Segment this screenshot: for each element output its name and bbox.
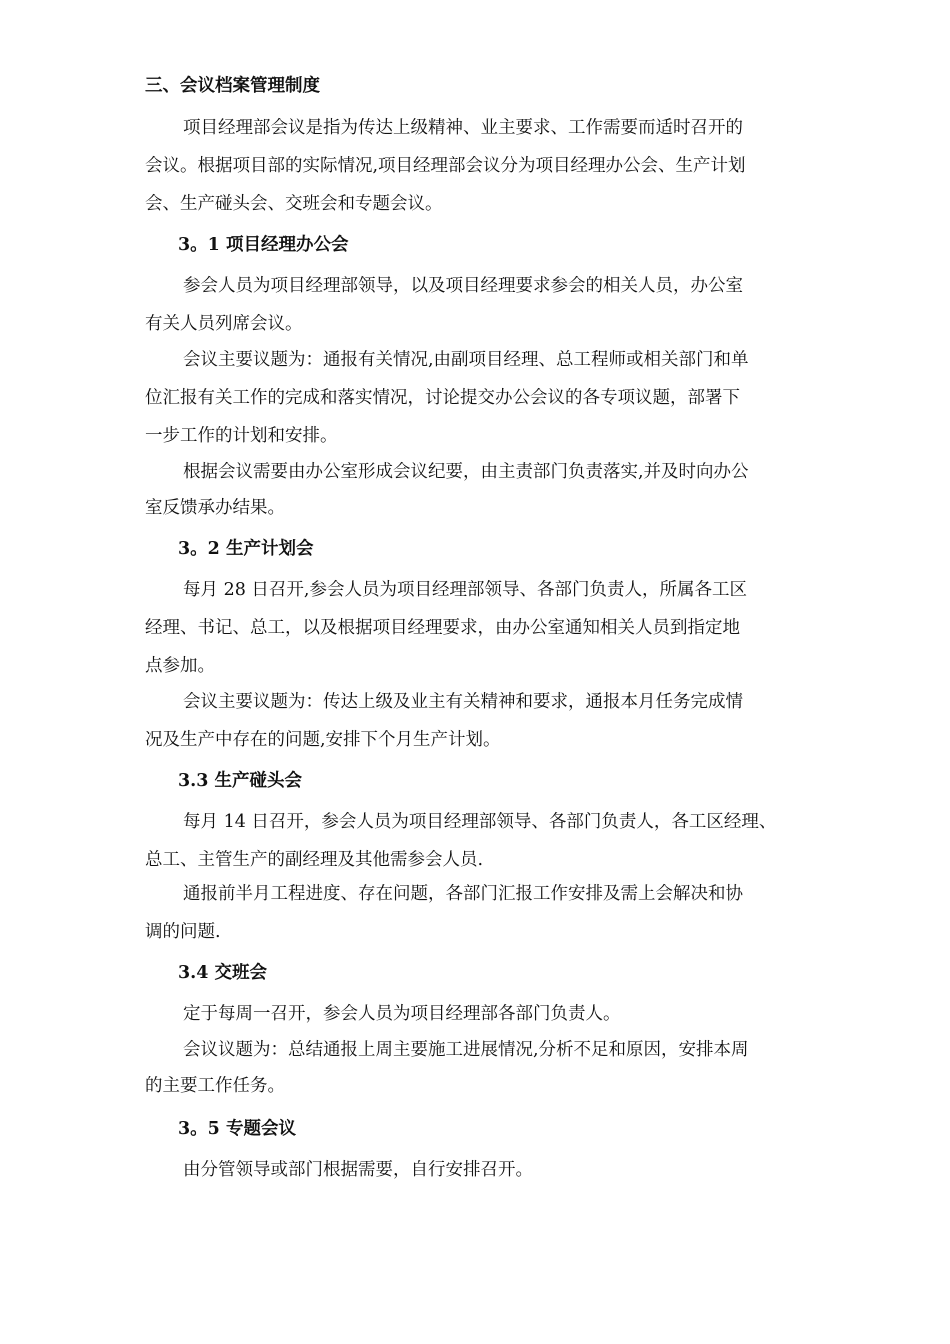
subsection-heading-3-2: 3。2 生产计划会 [178, 539, 314, 559]
subsection-heading-3-4: 3.4 交班会 [178, 963, 268, 983]
paragraph-line: 参会人员为项目经理部领导，以及项目经理要求参会的相关人员，办公室 [183, 276, 743, 296]
paragraph-line: 通报前半月工程进度、存在问题，各部门汇报工作安排及需上会解决和协 [183, 884, 743, 904]
paragraph-line: 由分管领导或部门根据需要，自行安排召开。 [183, 1160, 533, 1180]
intro-line: 会、生产碰头会、交班会和专题会议。 [145, 194, 443, 214]
paragraph-line: 每月 14 日召开，参会人员为项目经理部领导、各部门负责人，各工区经理、 [183, 812, 777, 832]
paragraph-line: 的主要工作任务。 [145, 1076, 285, 1096]
paragraph-line: 有关人员列席会议。 [145, 314, 303, 334]
paragraph-line: 经理、书记、总工，以及根据项目经理要求，由办公室通知相关人员到指定地 [145, 618, 740, 638]
paragraph-line: 总工、主管生产的副经理及其他需参会人员. [145, 850, 484, 870]
subsection-heading-3-5: 3。5 专题会议 [178, 1119, 296, 1139]
paragraph-line: 室反馈承办结果。 [145, 498, 285, 518]
intro-line: 会议。根据项目部的实际情况,项目经理部会议分为项目经理办公会、生产计划 [145, 156, 746, 176]
subsection-heading-3-1: 3。1 项目经理办公会 [178, 235, 349, 255]
paragraph-line: 调的问题. [145, 922, 221, 942]
paragraph-line: 点参加。 [145, 656, 215, 676]
paragraph-line: 会议主要议题为：传达上级及业主有关精神和要求，通报本月任务完成情 [183, 692, 743, 712]
paragraph-line: 定于每周一召开，参会人员为项目经理部各部门负责人。 [183, 1004, 621, 1024]
paragraph-line: 位汇报有关工作的完成和落实情况，讨论提交办公会议的各专项议题，部署下 [145, 388, 740, 408]
intro-line: 项目经理部会议是指为传达上级精神、业主要求、工作需要而适时召开的 [183, 118, 743, 138]
section-heading: 三、会议档案管理制度 [145, 76, 320, 96]
paragraph-line: 根据会议需要由办公室形成会议纪要，由主责部门负责落实,并及时向办公 [183, 462, 749, 482]
paragraph-line: 会议主要议题为：通报有关情况,由副项目经理、总工程师或相关部门和单 [183, 350, 749, 370]
paragraph-line: 一步工作的计划和安排。 [145, 426, 338, 446]
paragraph-line: 况及生产中存在的问题,安排下个月生产计划。 [145, 730, 501, 750]
subsection-heading-3-3: 3.3 生产碰头会 [178, 771, 303, 791]
paragraph-line: 会议议题为：总结通报上周主要施工进展情况,分析不足和原因，安排本周 [183, 1040, 749, 1060]
paragraph-line: 每月 28 日召开,参会人员为项目经理部领导、各部门负责人，所属各工区 [183, 580, 747, 600]
